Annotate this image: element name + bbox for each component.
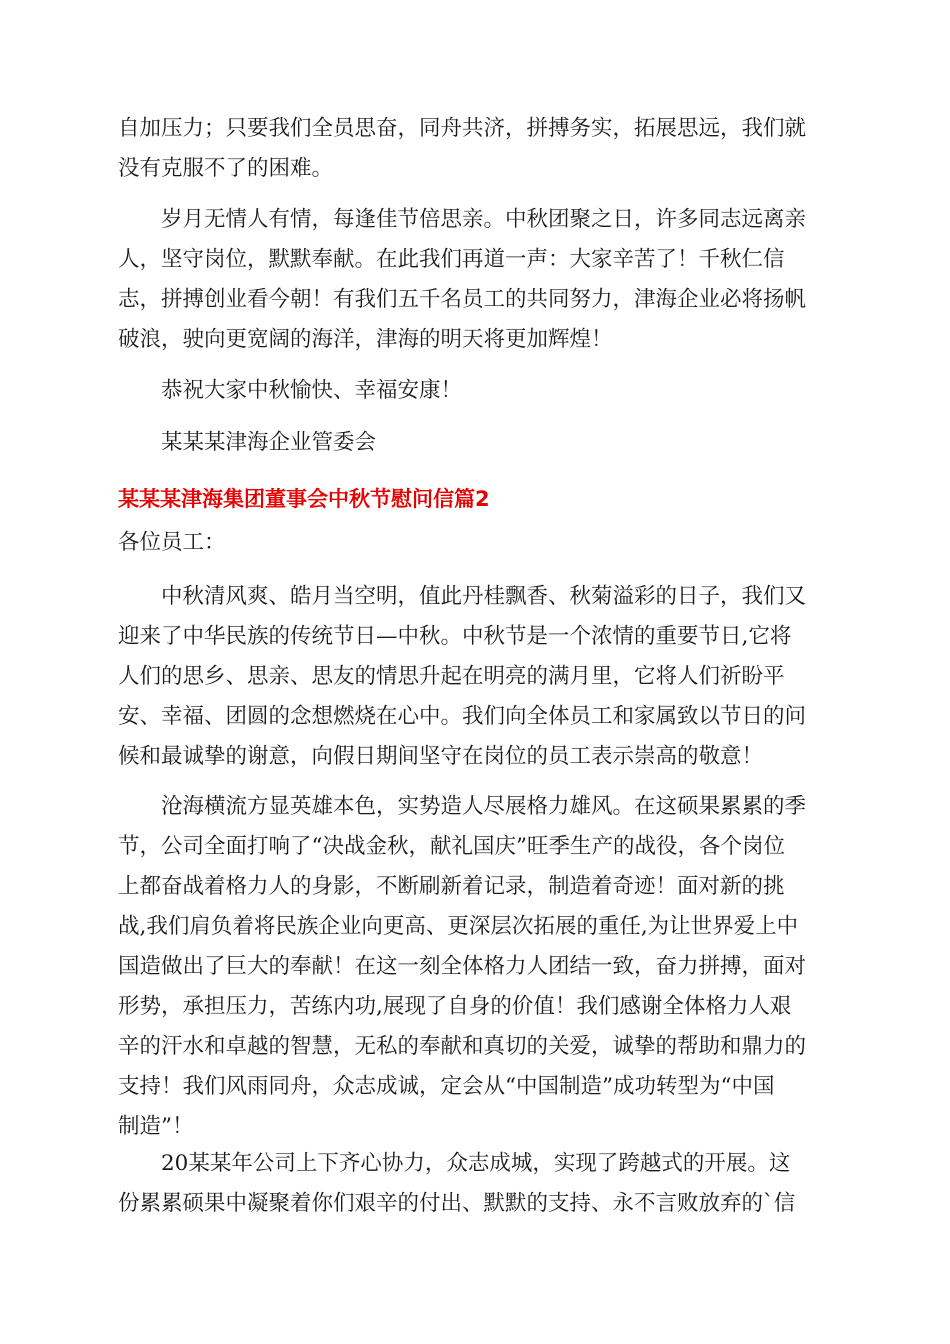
paragraph-closing-pressure: 自加压力；只要我们全员思奋，同舟共济，拼搏务实，拓展思远，我们就 没有克服不了的困难。 [118,116,807,181]
paragraph-gree-spirit: 沧海横流方显英雄本色，实势造人尽展格力雄风。在这硕果累累的季 节，公司全面打响了“决战金秋，献礼国庆”旺季生产的战役，各个岗位 上都奋战着格力人的身影，不断刷新着记录，制造着奇迹！面对新的挑 战,我们肩负着将民族企业向更高、更深层次拓展的重任,为让世界爱上中 国造做出了巨大的奉献！在这一刻全体格力人团结一致，奋力拼搏，面对 形势，承担压力，苦练内功,展现了自身的价值！我们感谢全体格力人艰 辛的汗水和卓越的智慧，无私的奉献和真切的关爱，诚挚的帮助和鼎力的 支持！我们风雨同舟，众志成诚，定会从“中国制造”成功转型为“中国 制造”！ [118,794,807,1139]
paragraph-festival-greeting: 岁月无情人有情，每逢佳节倍思亲。中秋团聚之日，许多同志远离亲 人，坚守岗位，默默奉献。在此我们再道一声：大家辛苦了！千秋仁信 志，拼搏创业看今朝！有我们五千名员工的共同努力，津海企业必将扬帆 破浪，驶向更宽阔的海洋，津海的明天将更加辉煌！ [118,207,807,352]
paragraph-year-summary: 20某某年公司上下齐心协力，众志成城，实现了跨越式的开展。这 份累累硕果中凝聚着你们艰辛的付出、默默的支持、永不言败放弃的`信 [118,1151,796,1216]
section-heading: 某某某津海集团董事会中秋节慰问信篇2 [118,487,490,511]
paragraph-mid-autumn: 中秋清风爽、皓月当空明，值此丹桂飘香、秋菊溢彩的日子，我们又 迎来了中华民族的传统节日—中秋。中秋节是一个浓情的重要节日,它将 人们的思乡、思亲、思友的情思升起在明亮的满月里，它将人们祈盼平 安、幸福、团圆的念想燃烧在心中。我们向全体员工和家属致以节日的问 候和最诚挚的谢意，向假日期间坚守在岗位的员工表示崇高的敬意！ [118,584,807,769]
salutation: 各位员工： [118,530,226,555]
paragraph-signature: 某某某津海企业管委会 [118,430,377,455]
paragraph-wishes: 恭祝大家中秋愉快、幸福安康！ [118,378,463,403]
